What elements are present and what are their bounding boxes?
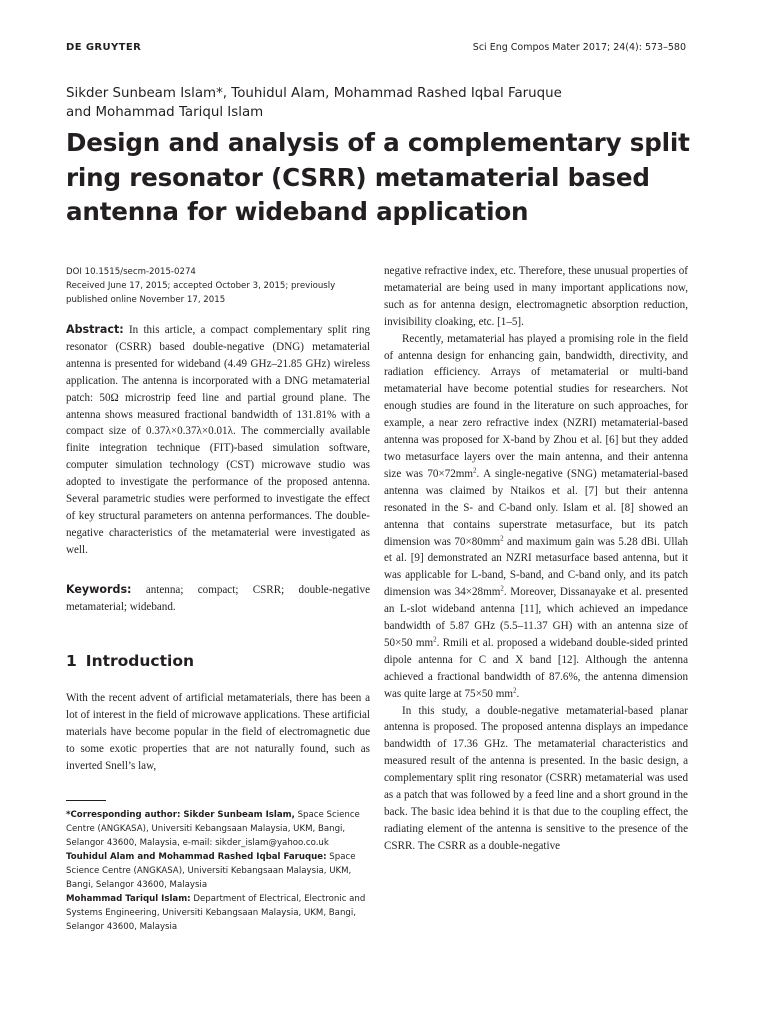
article-title: Design and analysis of a complementary split ring resonator (CSRR) metamaterial based antenna for wideband application [66,128,690,226]
p2-part-a: Recently, metamaterial has played a promising role in the field of antenna design for enhancing gain, bandwidth, directivity, and radiation efficiency. Arrays of metamaterial or multi-band metamaterial have become potential studies for researchers. Not enough studies are found in the literature on such approaches, for example, a near zero refractive index (NZRI) metamaterial-based antenna was proposed for X-band by Zhou et al. [6] but they added two metasurface layers over the main antenna, and their antenna size was 70×72mm [384,332,688,480]
keywords-text: antenna; compact; CSRR; double-negative metamaterial; wideband. [66,584,370,613]
p2-part-d: . Moreover, Dissanayake et al. presented an L-slot wideband antenna [11], which achieved an impedance bandwidth of 5.87 GHz (5.5–11.37 GH) with an antenna size of 50×50 mm [384,586,688,649]
footnote-divider [66,800,106,801]
paragraph-2 [384,331,688,703]
intro-text-left: With the recent advent of artificial metamaterials, there has been a lot of interest in the field of microwave applications. These artificial materials have become popular in the field of electromagnetic due to some exotic properties that are not naturally found, such as inverted Snell’s law, [66,692,370,772]
corresponding-author-affiliation: Space Science Centre (ANGKASA), Universiti Kebangsaan Malaysia, UKM, Bangi, Selangor 43600, Malaysia, e-mail: sikder_islam@yahoo.co.uk [66,810,360,848]
superscript: 2 [500,584,504,593]
coauthors-affiliation: Space Science Centre (ANGKASA), Universiti Kebangsaan Malaysia, UKM, Bangi, Selangor 43600, Malaysia [66,852,356,890]
abstract-text: In this article, a compact complementary split ring resonator (CSRR) based double-negative (DNG) metamaterial antenna is presented for wideband (4.49 GHz–21.85 GHz) wireless application. The antenna is incorporated with a DNG metamaterial patch: 50Ω microstrip feed line and partial ground plane. The antenna shows measured fractional bandwidth of 131.81% with a compact size of 0.37λ×0.37λ×0.01λ. The commercially available finite integration technique (FIT)-based simulation software, computer simulation technology (CST) microwave studio was adopted to investigate the performance of the proposed antenna. Several parametric studies were performed to investigate the effect of key structural parameters on antenna performances. The double-negative characteristics of the metamaterial were investigated as well. [66,324,370,556]
superscript: 2 [512,685,517,694]
right-column [384,263,688,855]
dates-text: Received June 17, 2015; accepted October 3, 2015; previously published online November 17, 2015 [66,281,336,305]
intro-paragraph-left [66,690,370,775]
article-metadata [66,265,372,307]
keywords-label: Keywords: [66,583,132,596]
paragraph-1: negative refractive index, etc. Therefore, these unusual properties of metamaterial are being used in many important applications now, such as for antenna design, electromagnetic absorption reduction, invisibility cloaking, etc. [1–5]. [384,265,688,328]
paragraph-3: In this study, a double-negative metamaterial-based planar antenna is proposed. The proposed antenna displays an impedance bandwidth of 17.36 GHz. The metamaterial characteristics and measured result of the antenna is presented. In the basic design, a complementary split ring resonator (CSRR) metamaterial was used as a patch that was followed by a feed line and a short ground in the back. The basic idea behind it is that due to the coupling effect, the radiating element of the antenna is sensitive to the presence of the CSRR. The CSRR as a double-negative [384,704,688,852]
p2-part-b: . A single-negative (SNG) metamaterial-based antenna was claimed by Ntaikos et al. [7] but their antenna resonated in the S- and C-band only. Islam et al. [8] showed an antenna that contains superstrate metasurface, but its patch dimension was 70×80mm [384,467,688,548]
abstract [66,322,370,559]
superscript: 2 [500,533,504,542]
section-number: 1 [66,652,77,670]
p2-part-e: . Rmili et al. proposed a wideband double-sided printed dipole antenna for C and X band [12]. Although the antenna achieved a fractional bandwidth of 87.6%, the antenna dimension was quite large at 75×50 mm [384,636,688,700]
doi-text: DOI 10.1515/secm-2015-0274 [66,267,196,277]
p2-part-f: . [516,687,520,700]
footnotes [66,808,370,934]
section-heading [66,652,194,670]
abstract-label: Abstract: [66,323,124,336]
journal-citation: Sci Eng Compos Mater 2017; 24(4): 573–580 [472,42,686,53]
superscript: 2 [433,635,437,644]
author-list [66,84,706,122]
section-title: Introduction [85,652,195,670]
authors-line-1: Sikder Sunbeam Islam*, Touhidul Alam, Mohammad Rashed Iqbal Faruque [66,86,562,101]
keywords [66,582,370,616]
superscript: 2 [473,466,477,475]
corresponding-author-label: *Corresponding author: Sikder Sunbeam Islam, [66,810,295,820]
publisher-name: DE GRUYTER [66,42,142,53]
third-author-label: Mohammad Tariqul Islam: [66,894,191,904]
authors-line-2: and Mohammad Tariqul Islam [66,105,264,120]
third-author-affiliation: Department of Electrical, Electronic and Systems Engineering, Universiti Kebangsaan Malaysia, UKM, Bangi, Selangor 43600, Malaysia [66,894,366,932]
p2-part-c: and maximum gain was 5.28 dBi. Ullah et al. [9] demonstrated an NZRI metasurface based antenna, but it was applicable for L-band, S-band, and C-band only, and its patch dimension was 34×28mm [384,535,688,599]
coauthors-label: Touhidul Alam and Mohammad Rashed Iqbal Faruque: [66,852,327,862]
